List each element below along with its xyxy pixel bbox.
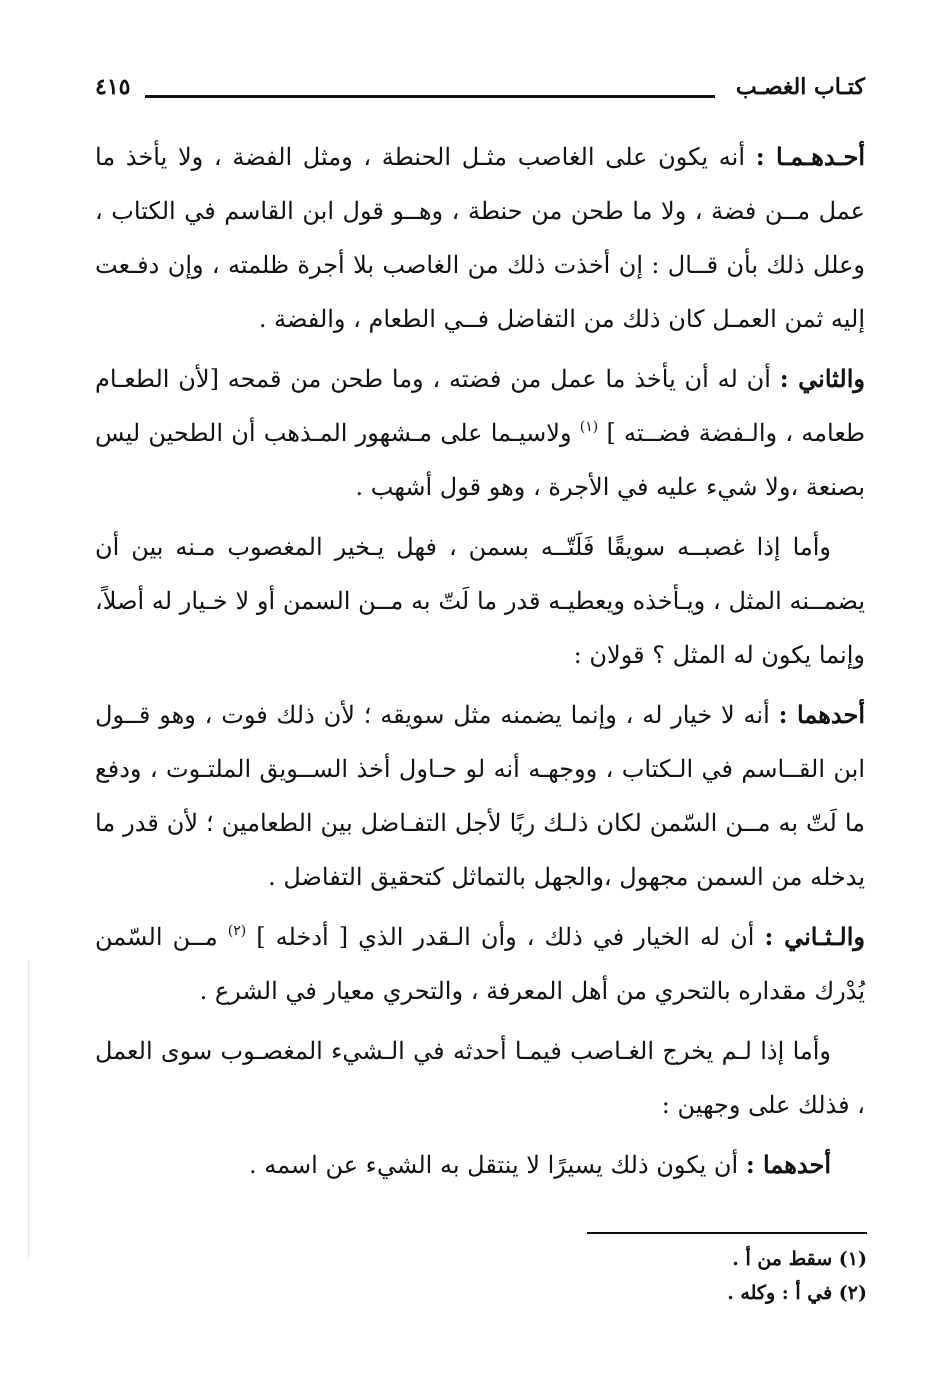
paragraph-text: وأما إذا لـم يخرج الغـاصب فيمـا أحدثه في الـشيء المغصـوب سوى العمل ، فذلك على وجهين : (95, 1037, 865, 1119)
paragraph-lead: أحدهما : (745, 1150, 831, 1179)
footnote-ref: (٢) (227, 923, 247, 939)
header-rule (145, 95, 715, 98)
paragraph-text: أن له أن يأخذ ما عمل من فضته ، وما طحن من قمحه [لأن الطعـام طعامه ، والـفضة فضــته ] (95, 365, 866, 447)
footnote-ref: (١) (579, 419, 599, 435)
paragraph-work-first (95, 1138, 865, 1192)
paragraph-first-opinion (95, 130, 865, 346)
footnote-rule (587, 1232, 867, 1234)
paragraph-text: وأما إذا غصبــه سويقًا فَلَتّــه بسمن ، فهل يـخير المغصوب مـنه بين أن يضمــنه المثل ، ويـأخذه ويعطيـه قدر ما لَتّ به مــن السمن أو لا خـيار له أصلاً، وإنما يكون له المثل ؟ قولان : (95, 533, 865, 669)
page-number: ٤١٥ (95, 74, 131, 100)
paragraph-text: أن له الخيار في ذلك ، وأن الـقدر الذي [ أدخله ] (256, 923, 755, 951)
scan-margin-line (28, 960, 29, 1260)
running-title: كتـاب الغصـب (735, 74, 865, 100)
paragraph-work-case (95, 1024, 865, 1132)
page-body (95, 130, 865, 1198)
paragraph-sawiq-case (95, 520, 865, 682)
paragraph-lead: والـثـاني : (764, 922, 865, 951)
paragraph-lead: أحدهما : (778, 700, 865, 729)
paragraph-sawiq-first (95, 688, 865, 904)
footnotes (367, 1242, 867, 1310)
page-header (95, 70, 865, 110)
paragraph-text: ولاسيـما على مـشهور المـذهب أن الطحين ليس بصنعة ،ولا شيء عليه في الأجرة ، وهو قول أشهب . (95, 419, 865, 501)
paragraph-text: مــن السّمن يُدْرك مقداره بالتحري من أهل المعرفة ، والتحري معيار في الشرع . (95, 923, 865, 1005)
paragraph-sawiq-second (95, 910, 865, 1018)
paragraph-second-opinion (95, 352, 865, 514)
paragraph-text: أنه يكون على الغاصب مثـل الحنطة ، ومثل الفضة ، ولا يأخذ ما عمل مــن فضة ، ولا ما طحن من حنطة ، وهــو قول ابن القاسم في الكتاب ، وعلل ذلك بأن قــال : إن أخذت ذلك من الغاصب بلا أجرة ظلمته ، وإن دفـعت إليه ثمن العمـل كان ذلك من التفاضل فــي الطعام ، والفضة . (95, 143, 865, 333)
footnote-item: (٢) في أ : وكله . (727, 1282, 867, 1304)
footnote-item: (١) سقط من أ . (732, 1248, 867, 1270)
paragraph-lead: والثاني : (779, 364, 865, 393)
paragraph-lead: أحـدهـمـا : (755, 142, 865, 171)
paragraph-text: أنه لا خيار له ، وإنما يضمنه مثل سويقه ؛ لأن ذلك فوت ، وهو قــول ابن القــاسم في الـكتاب ، ووجهـه أنه لو حـاول أخذ الســويق الملتـوت ، ودفع ما لَتّ به مــن السّمن لكان ذلـك ربًا لأجل التفـاضل بين الطعامين ؛ لأن قدر ما يدخله من السمن مجهول ،والجهل بالتماثل كتحقيق التفاضل . (95, 701, 865, 891)
paragraph-text: أن يكون ذلك يسيرًا لا ينتقل به الشيء عن اسمه . (249, 1151, 739, 1179)
